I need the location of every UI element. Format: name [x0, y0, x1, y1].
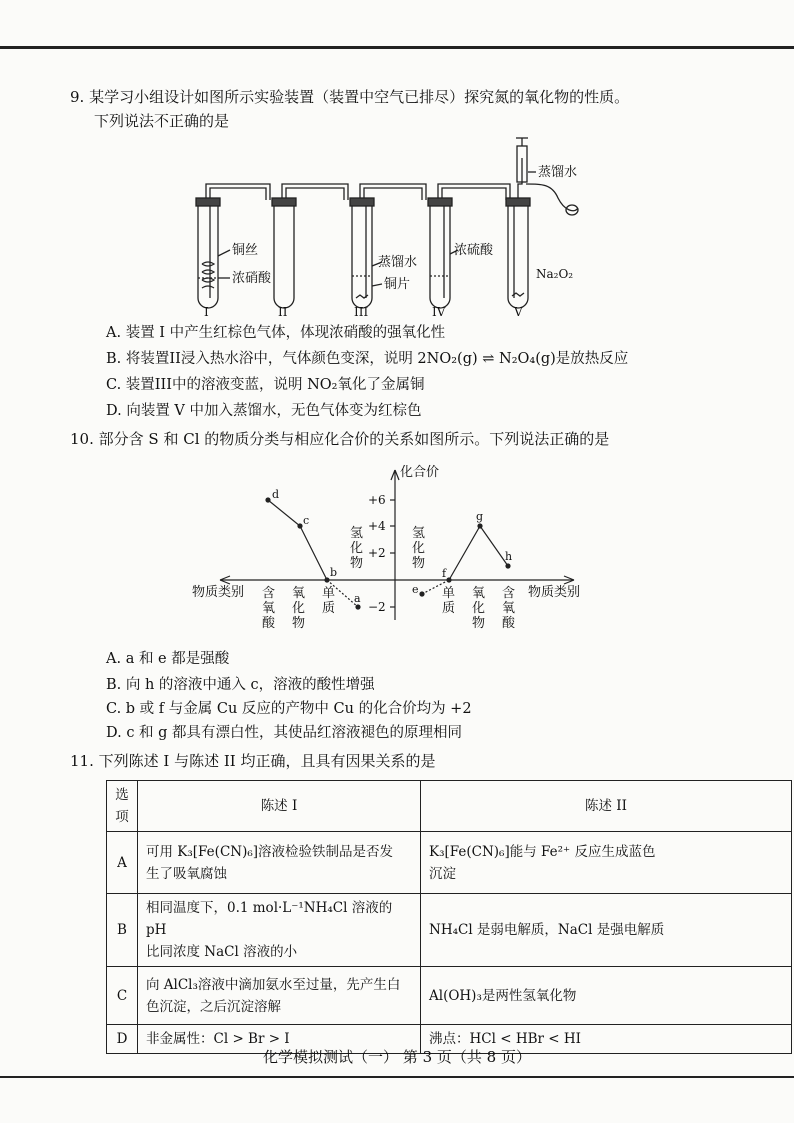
q9-option-d: D. 向装置 V 中加入蒸馏水，无色气体变为红棕色: [106, 403, 422, 419]
y-tick-plus2: +2: [368, 546, 386, 560]
right-cat-element: 单质: [442, 586, 456, 616]
y-tick-plus4: +4: [368, 519, 386, 533]
left-cat-oxide: 氧化物: [292, 586, 306, 631]
q10-number: 10.: [70, 430, 94, 448]
right-cat-oxide: 氧化物: [472, 586, 486, 631]
cell-line: 沉淀: [429, 865, 456, 882]
q11-stem-text: 下列陈述 I 与陈述 II 均正确，且具有因果关系的是: [98, 752, 436, 770]
roman-3: III: [354, 305, 369, 319]
tube1-top-label: 铜丝: [232, 243, 259, 258]
left-cat-oxyacid: 含氧酸: [262, 586, 276, 631]
point-c: c: [303, 514, 310, 527]
q10-option-a: A. a 和 e 都是强酸: [106, 651, 230, 667]
q9-option-c: C. 装置III中的溶液变蓝，说明 NO₂氧化了金属铜: [106, 377, 425, 393]
q11-table: [106, 780, 792, 1054]
q9-number: 9.: [70, 88, 85, 106]
roman-4: IV: [432, 305, 446, 319]
cell-line: 生了吸氧腐蚀: [146, 865, 227, 882]
cell-line: 色沉淀，之后沉淀溶解: [146, 998, 281, 1015]
bottom-rule: [0, 1076, 794, 1078]
row-statement-1: 非金属性：Cl > Br > I: [138, 1025, 421, 1054]
cell-line: K₃[Fe(CN)₆]能与 Fe²⁺ 反应生成蓝色: [429, 843, 656, 860]
row-statement-1: [138, 894, 421, 967]
q11-stem: [70, 750, 436, 772]
q10-stem-text: 部分含 S 和 Cl 的物质分类与相应化合价的关系如图所示。下列说法正确的是: [98, 430, 610, 448]
point-f: f: [442, 567, 447, 580]
q9-apparatus-figure: [180, 138, 600, 318]
right-cat-oxyacid: 含氧酸: [502, 586, 516, 631]
point-h: h: [505, 550, 513, 563]
row-statement-2: [421, 894, 792, 967]
cell-line: 可用 K₃[Fe(CN)₆]溶液检验铁制品是否发: [146, 843, 394, 860]
point-a: a: [354, 592, 361, 605]
q9-option-a: A. 装置 I 中产生红棕色气体，体现浓硝酸的强氧化性: [106, 325, 446, 341]
row-label: C: [107, 967, 138, 1025]
x-left-title: 物质类别: [192, 585, 245, 600]
table-row: [107, 967, 792, 1025]
top-rule: [0, 46, 794, 49]
q10-option-c: C. b 或 f 与金属 Cu 反应的产物中 Cu 的化合价均为 +2: [106, 701, 472, 717]
roman-2: II: [278, 305, 288, 319]
y-tick-plus6: +6: [368, 493, 386, 507]
row-statement-1: [138, 832, 421, 894]
header-statement-1: 陈述 I: [138, 781, 421, 832]
q10-option-b: B. 向 h 的溶液中通入 c，溶液的酸性增强: [106, 677, 375, 693]
tube3-bottom-label: 铜片: [384, 277, 411, 292]
q11-number: 11.: [70, 752, 94, 770]
q10-valence-figure: [190, 462, 610, 637]
tube5-label: Na₂O₂: [536, 267, 574, 281]
q10-stem: [70, 428, 609, 450]
table-row: [107, 894, 792, 967]
tube4-label: 浓硫酸: [454, 243, 494, 258]
table-header-row: [107, 781, 792, 832]
point-g: g: [476, 510, 484, 523]
cell-line: NH₄Cl 是弱电解质，NaCl 是强电解质: [429, 922, 665, 938]
tube1-bottom-label: 浓硝酸: [232, 271, 272, 286]
point-d: d: [272, 488, 280, 501]
y-tick-minus2: −2: [368, 600, 386, 614]
row-label: B: [107, 894, 138, 967]
header-statement-2: 陈述 II: [421, 781, 792, 832]
point-b: b: [330, 566, 338, 579]
x-right-title: 物质类别: [528, 585, 581, 600]
page-footer: 化学模拟测试（一） 第 3 页（共 8 页）: [263, 1048, 531, 1066]
q10-option-d: D. c 和 g 都具有漂白性，其使品红溶液褪色的原理相同: [106, 725, 463, 741]
header-option: 选项: [107, 781, 138, 832]
tube3-top-label: 蒸馏水: [378, 255, 418, 270]
q9-option-b: B. 将装置II浸入热水浴中，气体颜色变深，说明 2NO₂(g) ⇌ N₂O₄(g)是放热反应: [106, 351, 629, 367]
row-statement-2: [421, 832, 792, 894]
left-hydride: 氢化物: [350, 526, 364, 571]
row-label: A: [107, 832, 138, 894]
cell-line: Al(OH)₃是两性氢氧化物: [429, 987, 577, 1004]
point-e: e: [412, 583, 419, 596]
row-statement-2: [421, 967, 792, 1025]
roman-1: I: [204, 305, 209, 319]
row-label: D: [107, 1025, 138, 1054]
cell-line: 比同浓度 NaCl 溶液的小: [146, 944, 298, 960]
table-row: [107, 832, 792, 894]
row-statement-1: [138, 967, 421, 1025]
y-axis-title: 化合价: [400, 465, 440, 480]
q9-stem-line2: 下列说法不正确的是: [94, 112, 230, 130]
syringe-label: 蒸馏水: [538, 165, 578, 180]
q9-stem: [70, 86, 629, 108]
q9-stem-line1: 某学习小组设计如图所示实验装置（装置中空气已排尽）探究氮的氧化物的性质。: [89, 88, 630, 106]
roman-5: V: [514, 305, 523, 319]
cell-line: 相同温度下，0.1 mol·L⁻¹NH₄Cl 溶液的 pH: [146, 900, 393, 938]
right-hydride: 氢化物: [412, 526, 426, 571]
row-statement-2: 沸点：HCl < HBr < HI: [421, 1025, 792, 1054]
cell-line: 向 AlCl₃溶液中滴加氨水至过量，先产生白: [146, 976, 401, 993]
left-cat-element: 单质: [322, 586, 336, 616]
